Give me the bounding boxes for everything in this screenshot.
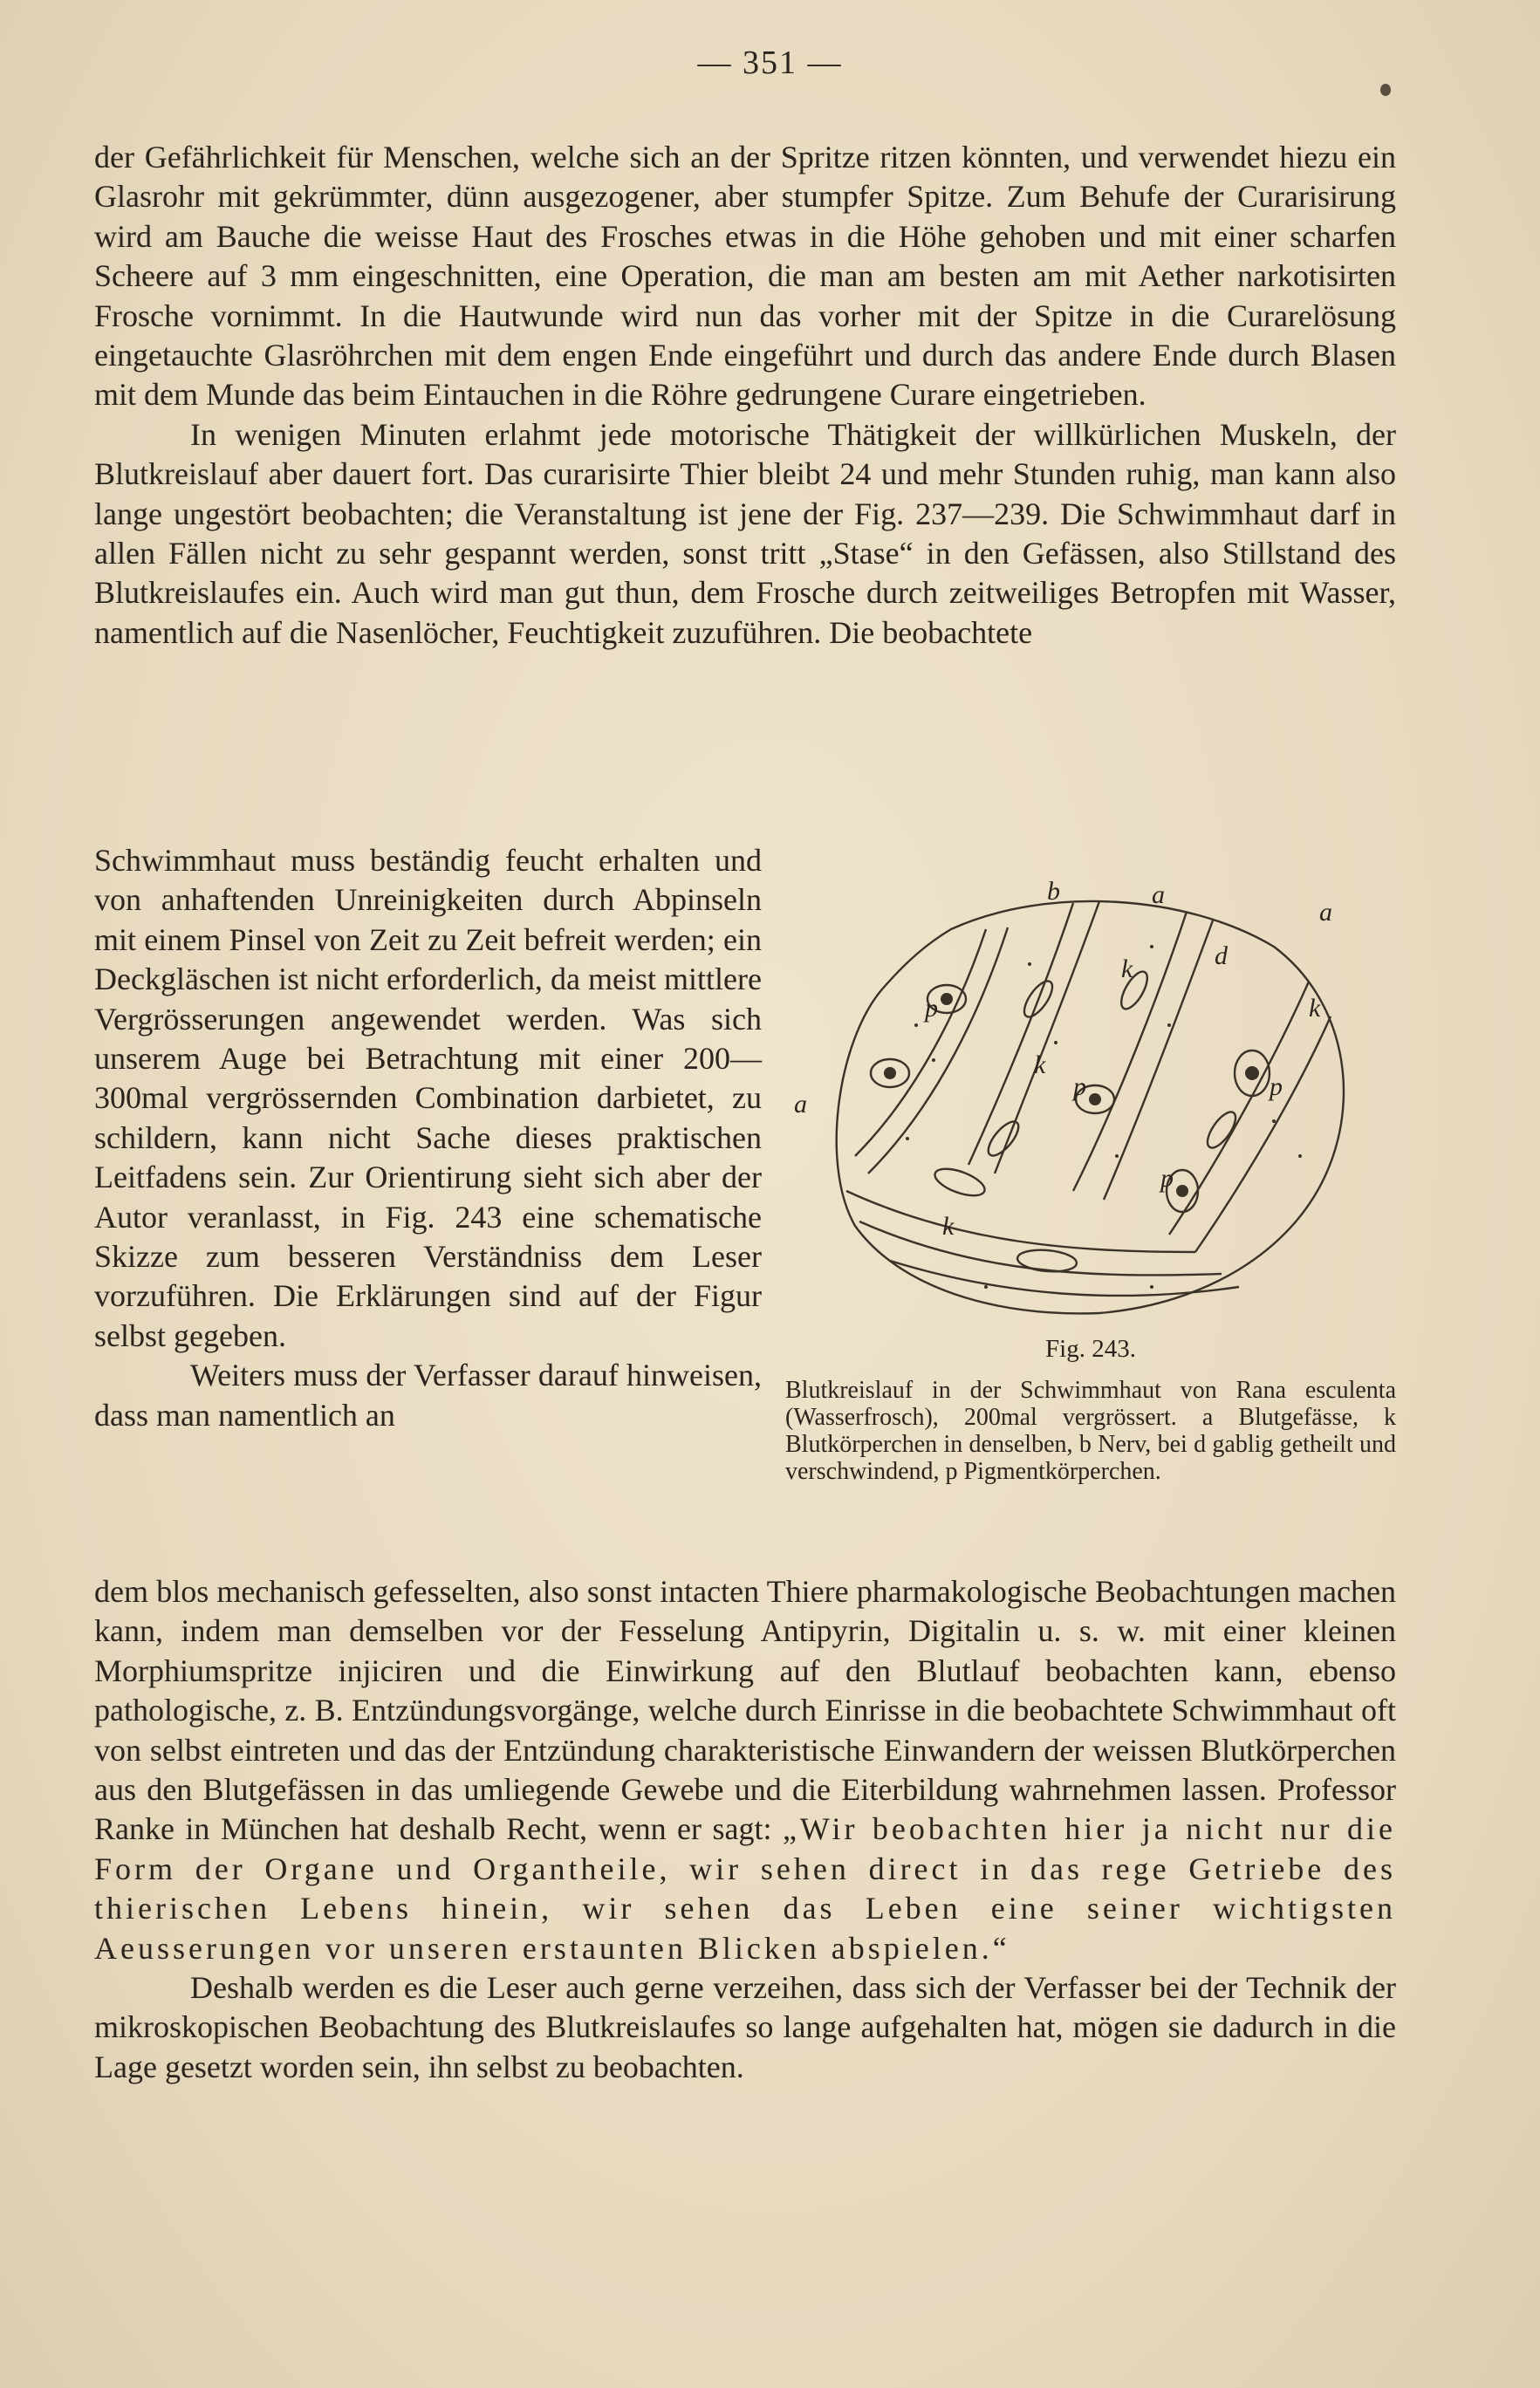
page-number: — 351 — — [697, 44, 843, 81]
vessel-branch-3 — [1073, 912, 1187, 1191]
schwimmhaut-sketch — [785, 877, 1396, 1348]
blood-cell-4 — [1202, 1108, 1241, 1153]
ranke-quote: „Wir beobachten hier ja nicht nur die Form der Organe und Organtheile, wir sehen direct in das rege Getriebe des thierischen Lebens hinein, wir sehen das Leben eine seiner wichtigsten Aeusserungen vor unseren erstaunten Blicken abspielen.“ — [94, 1811, 1397, 1966]
paragraph-5 — [94, 1572, 1396, 1968]
paragraph-2: In wenigen Minuten erlahmt jede motorische Thätigkeit der willkürlichen Muskeln, der Blutkreislauf aber dauert fort. Das curarisirte Thier bleibt 24 und mehr Stunden ruhig, man kann also lange ungestört beobachten; die Veranstaltung ist jene der Fig. 237—239. Die Schwimmhaut darf in allen Fällen nicht zu sehr gespannt werden, sonst tritt „Stase“ in den Gefässen, also Stillstand des Blutkreislaufes ein. Auch wird man gut thun, dem Frosche durch zeitweiliges Betropfen mit Wasser, namentlich auf die Nasenlöcher, Feuchtigkeit zuzuführen. Die beobachtete — [94, 416, 1396, 650]
fig-letter-p-4: p — [1270, 1072, 1283, 1101]
fig-letter-k-3: k — [1034, 1050, 1046, 1079]
vessel-lower — [846, 1191, 1195, 1252]
body-text-top — [94, 138, 1396, 653]
vessel-branch-2b — [995, 901, 1099, 1173]
ink-spot — [1380, 84, 1391, 96]
membrane-outline — [837, 901, 1344, 1313]
paragraph-6: Deshalb werden es die Leser auch gerne verzeihen, dass sich der Verfasser bei der Technik der mikroskopischen Beobachtung des Blutkreislaufes so lange aufgehalten hat, mögen sie dadurch in die Lage gesetzt worden sein, ihn selbst zu beobachten. — [94, 1970, 1396, 2084]
vessel-branch-2 — [968, 903, 1073, 1165]
paragraph-3: Schwimmhaut muss beständig feucht erhalten und von anhaftenden Unreinigkeiten durch Abpinseln mit einem Pinsel von Zeit zu Zeit befreit werden; ein Deckgläschen ist nicht erforderlich, da meist mittlere Vergrösserungen angewendet werden. Was sich unserem Auge bei Betrachtung mit einer 200—300mal vergrössernden Combination darbietet, zu schildern, kann nicht Sache dieses praktischen Leitfadens sein. Zur Orientirung sieht sich aber der Autor veranlasst, in Fig. 243 eine schematische Skizze zum besseren Verständniss dem Leser vorzuführen. Die Erklärungen sind auf der Figur selbst gegeben. — [94, 843, 762, 1353]
fig-letter-k-4: k — [942, 1212, 955, 1241]
paragraph-5-text: dem blos mechanisch gefesselten, also sonst intacten Thiere pharmakologische Beobachtungen machen kann, indem man demselben vor der Fesselung Antipyrin, Digitalin u. s. w. mit einer kleinen Morphiumspritze injiciren und die Einwirkung auf den Blutlauf beobachten kann, ebenso pathologische, z. B. Entzündungsvorgänge, welche durch Einrisse in die beobachtete Schwimmhaut oft von selbst eintreten und das der Entzündung charakteristische Einwandern der weissen Blutkörperchen aus den Blutgefässen in das umliegende Gewebe und die Eiterbildung wahrnehmen lassen. Professor Ranke in München hat deshalb Recht, wenn er sagt: — [94, 1574, 1396, 1847]
vessel-branch-4b — [1195, 1016, 1331, 1252]
fig-letter-k-2: k — [1309, 994, 1321, 1023]
figure-label: Fig. 243. — [1045, 1335, 1136, 1363]
caption-line-2: a Blutgefässe, k Blutkörperchen in denselben, b Nerv, bei d gablig getheilt und verschwindend, p Pigmentkörperchen. — [785, 1404, 1397, 1485]
body-text-wrapped — [94, 841, 762, 1435]
paragraph-4: Weiters muss der Verfasser darauf hinweisen, dass man namentlich an — [94, 1358, 762, 1433]
vessel-branch-4 — [1169, 982, 1309, 1235]
fig-letter-a-right: a — [1319, 898, 1332, 927]
body-text-bottom — [94, 1572, 1396, 2087]
fig-letter-a-left: a — [794, 1090, 807, 1119]
fig-letter-b: b — [1047, 877, 1060, 906]
figure-caption — [785, 1377, 1396, 1485]
caption-line-1: Blutkreislauf in der Schwimmhaut von Rana esculenta (Wasserfrosch), 200mal vergrössert. — [785, 1377, 1396, 1431]
fig-letter-p-1: p — [925, 994, 938, 1023]
fig-letter-a-top: a — [1152, 880, 1165, 909]
vessel-branch-1b — [868, 927, 1008, 1173]
figure-243-drawing — [785, 877, 1396, 1348]
vessel-branch-3b — [1104, 920, 1213, 1200]
fig-letter-p-3: p — [1160, 1164, 1174, 1193]
fig-letter-k-1: k — [1121, 955, 1133, 983]
fig-letter-p-2: p — [1073, 1072, 1086, 1101]
blood-cell-5 — [932, 1163, 989, 1201]
fig-letter-d: d — [1215, 941, 1228, 970]
vessel-branch-1 — [855, 929, 986, 1156]
paragraph-1: der Gefährlichkeit für Menschen, welche sich an der Spritze ritzen könnten, und verwendet hiezu ein Glasrohr mit gekrümmter, dünn ausgezogener, aber stumpfer Spitze. Zum Behufe der Curarisirung wird am Bauche die weisse Haut des Frosches etwas in die Höhe gehoben und mit einer scharfen Scheere auf 3 mm eingeschnitten, eine Operation, die man am besten am mit Aether narkotisirten Frosche vornimmt. In die Hautwunde wird nun das vorher mit der Spitze in die Curarelösung eingetauchte Glasröhrchen mit dem engen Ende eingeführt und durch das andere Ende durch Blasen mit dem Munde das beim Eintauchen in die Röhre gedrungene Curare eingetrieben. — [94, 140, 1396, 413]
